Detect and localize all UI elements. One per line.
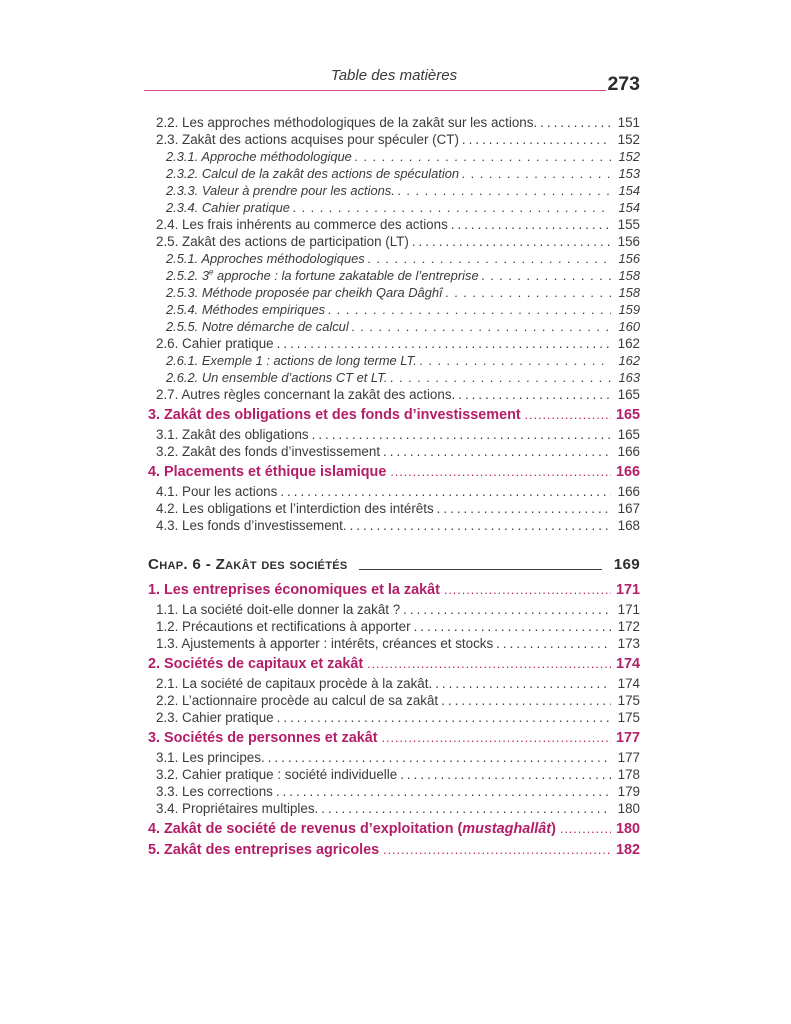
toc-page-number: 172 [617,619,640,634]
toc-section-row [148,464,640,481]
toc-page-number: 173 [617,636,640,651]
toc-entry-label: 3.1. Les principes. [156,750,265,765]
page-number: 273 [607,73,640,95]
toc-page-number: 155 [617,217,640,232]
toc-page-number: 182 [615,842,640,858]
toc-entry-row [156,233,640,250]
toc-entry-row [156,386,640,403]
toc-page-number: 166 [617,484,640,499]
toc-entry-label: 2.3. Cahier pratique [156,710,274,725]
toc-section-row [148,582,640,599]
toc-page-number: 180 [615,821,640,837]
toc-entry-label: 3. Zakât des obligations et des fonds d’investissement [148,407,521,423]
toc-entry-label: 5. Zakât des entreprises agricoles [148,842,380,858]
toc-page-number: 165 [617,427,640,442]
toc-entry-row [156,692,640,709]
dot-leader [368,250,611,267]
toc-entry-label: 4.1. Pour les actions [156,484,278,499]
toc-entry-row [166,352,640,369]
toc-entry-row [166,301,640,318]
toc-entry-row [156,216,640,233]
toc-page-number: 175 [617,710,640,725]
toc-entry-label: 2.3.3. Valeur à prendre pour les actions. [166,183,395,198]
toc-entry-row [156,443,640,460]
dot-leader [412,233,611,250]
dot-leader [560,821,611,838]
dot-leader [352,318,611,335]
toc-page-number: 151 [617,115,640,130]
toc-page-number: 152 [618,149,640,164]
dot-leader [444,582,611,599]
toc-entry-row [166,250,640,267]
toc-entry-label: 4.2. Les obligations et l’interdiction des intérêts [156,501,434,516]
toc-page-number: 166 [617,444,640,459]
dot-leader [398,182,611,199]
dot-leader [540,114,611,131]
dot-leader [355,148,611,165]
dot-leader [321,800,611,817]
toc-entry-label: 3.4. Propriétaires multiples. [156,801,319,816]
toc-entry-label: 2.6. Cahier pratique [156,336,274,351]
toc-entry-label: 2.3.4. Cahier pratique [166,200,290,215]
toc-entry-label: 2.6.2. Un ensemble d’actions CT et LT. [166,370,388,385]
toc-entry-label: 1. Les entreprises économiques et la zakât [148,582,440,598]
dot-leader [462,131,611,148]
toc-entry-label: 2.2. L’actionnaire procède au calcul de sa zakât [156,693,439,708]
dot-leader [435,675,611,692]
toc-entry-label: 3.1. Zakât des obligations [156,427,309,442]
toc-entry-label: 3.2. Zakât des fonds d’investissement [156,444,381,459]
toc-page-number: 171 [615,582,640,598]
dot-leader [276,783,611,800]
toc-entry-label: 4.3. Les fonds d’investissement. [156,518,347,533]
toc-page-number: 166 [615,464,640,480]
dot-leader [390,369,611,386]
toc-entry-label: 2.5. Zakât des actions de participation (LT) [156,234,409,249]
toc-entry-row [166,369,640,386]
page-title: Table des matières [330,67,458,84]
toc-entry-row [156,635,640,652]
dot-leader [437,500,611,517]
toc-entry-label: 3. Sociétés de personnes et zakât [148,730,378,746]
toc-entry-row [156,800,640,817]
dot-leader [458,386,611,403]
toc-entry-label: 2.3.2. Calcul de la zakât des actions de spéculation [166,166,460,181]
dot-leader [367,656,611,673]
toc-page-number: 179 [617,784,640,799]
toc-page-number: 174 [617,676,640,691]
toc-page-number: 158 [618,268,640,283]
dot-leader [268,749,611,766]
toc-label-part: 2.5.2. 3 [166,268,210,283]
dot-leader [383,443,611,460]
toc-page-number: 167 [617,501,640,516]
toc-entry-row [156,675,640,692]
toc-entry-label: 2.7. Autres règles concernant la zakât des actions. [156,387,456,402]
toc-section-row [148,842,640,859]
page-header [148,0,640,100]
header-rule [144,90,606,91]
toc-entry-row [166,267,640,284]
toc-page-number: 165 [615,407,640,423]
dot-leader [403,601,611,618]
toc-page-number: 153 [618,166,640,181]
toc-entry-row [156,131,640,148]
dot-leader [400,766,611,783]
dot-leader [451,216,611,233]
rule-leader [359,569,601,570]
toc-entry-label: 2.5.4. Méthodes empiriques [166,302,326,317]
toc-entry-label: 3.2. Cahier pratique : société individuelle [156,767,398,782]
toc-entry-label: Chap. 6 - Zakât des sociétés [148,556,348,573]
toc-page-number: 168 [617,518,640,533]
toc-entry-label: 1.3. Ajustements à apporter : intérêts, créances et stocks [156,636,494,651]
toc-entry-row [166,284,640,301]
toc-entry-label: 2.3. Zakât des actions acquises pour spéculer (CT) [156,132,459,147]
toc-page-number: 165 [617,387,640,402]
toc-page-number: 178 [617,767,640,782]
toc-entry-label: 4. Placements et éthique islamique [148,464,387,480]
toc-entry-row [156,618,640,635]
dot-leader [462,165,611,182]
dot-leader [525,407,611,424]
toc-entry-label: 2.2. Les approches méthodologiques de la zakât sur les actions. [156,115,538,130]
toc-page-number: 162 [618,353,640,368]
toc-entry-row [156,783,640,800]
toc-page-number: 159 [618,302,640,317]
dot-leader [382,730,611,747]
toc-entry-row [166,318,640,335]
toc-entry-label: 2.6.1. Exemple 1 : actions de long terme LT. [166,353,417,368]
toc-section-row [148,407,640,424]
dot-leader [482,267,611,284]
toc-entry-row [156,517,640,534]
toc-entry-row [156,426,640,443]
toc-entry-label: 2. Sociétés de capitaux et zakât [148,656,364,672]
toc-page-number: 174 [615,656,640,672]
toc-entry-row [166,148,640,165]
toc-entry-row [156,483,640,500]
dot-leader [277,709,611,726]
toc-entry-row [156,749,640,766]
dot-leader [328,301,611,318]
toc-page-number: 154 [618,183,640,198]
toc-entry-row [156,601,640,618]
toc-page-number: 175 [617,693,640,708]
toc-entry-label: 2.4. Les frais inhérents au commerce des actions [156,217,448,232]
dot-leader [350,517,611,534]
toc-label-part: ) [551,821,556,837]
toc-page-number: 163 [618,370,640,385]
dot-leader [312,426,611,443]
toc-page-number: 171 [617,602,640,617]
toc-section-row [148,821,640,838]
toc-entry-row [156,335,640,352]
toc-entry-row [156,766,640,783]
toc-label-part: 4. Zakât de société de revenus d’exploitation ( [148,821,463,837]
toc-entry-row [166,182,640,199]
toc-label-part: e [209,267,214,277]
toc-entry-label: 2.5.3. Méthode proposée par cheikh Qara Dâghî [166,285,443,300]
toc-page-number: 180 [617,801,640,816]
toc-section-row [148,656,640,673]
toc-entry-label: 2.1. La société de capitaux procède à la zakât. [156,676,433,691]
dot-leader [420,352,611,369]
dot-leader [496,635,611,652]
toc-entry-row [156,500,640,517]
toc-entry-row [166,199,640,216]
toc-page-number: 154 [618,200,640,215]
dot-leader [277,335,611,352]
toc-page-number: 162 [617,336,640,351]
toc-entry-label: 2.3.1. Approche méthodologique [166,149,352,164]
toc-page-number: 156 [617,234,640,249]
toc-entry-label: 1.2. Précautions et rectifications à apporter [156,619,411,634]
toc-entry-label: 2.5.1. Approches méthodologiques [166,251,365,266]
toc-entry-row [166,165,640,182]
toc-entry-label: 3.3. Les corrections [156,784,273,799]
toc-page-number: 158 [618,285,640,300]
toc-page-number: 152 [617,132,640,147]
table-of-contents [148,114,640,861]
toc-section-row [148,730,640,747]
toc-label-part: mustaghallât [462,821,552,837]
toc-entry-label [148,821,556,838]
toc-label-part: approche : la fortune zakatable de l’entreprise [213,268,479,283]
toc-entry-label: 1.1. La société doit-elle donner la zakât ? [156,602,401,617]
dot-leader [383,842,611,859]
toc-page-number: 156 [618,251,640,266]
toc-page-number: 177 [615,730,640,746]
dot-leader [414,618,611,635]
dot-leader [280,483,611,500]
dot-leader [293,199,611,216]
toc-entry-row [156,114,640,131]
toc-page-number: 177 [617,750,640,765]
dot-leader [446,284,611,301]
dot-leader [390,464,611,481]
toc-entry-label [166,267,479,284]
dot-leader [441,692,611,709]
toc-page-number: 160 [618,319,640,334]
toc-entry-label: 2.5.5. Notre démarche de calcul [166,319,349,334]
toc-entry-row [156,709,640,726]
toc-page-number: 169 [613,556,640,573]
toc-chapter-row [148,556,640,574]
